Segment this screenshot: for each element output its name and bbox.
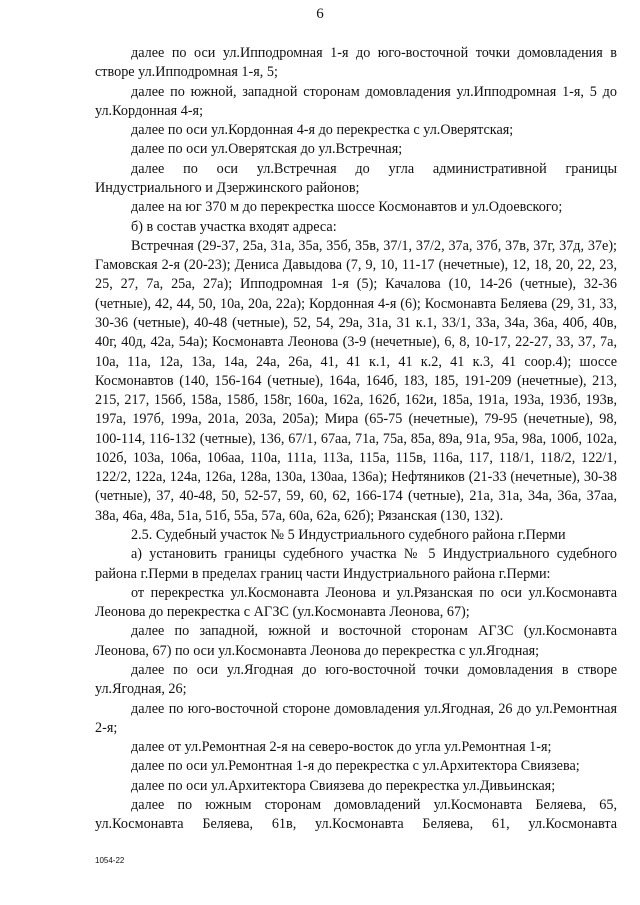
- paragraph: далее по юго-восточной стороне домовладения ул.Ягодная, 26 до ул.Ремонтная 2-я;: [95, 700, 617, 736]
- paragraph: далее по оси ул.Архитектора Свиязева до перекрестка ул.Дивьинская;: [131, 777, 556, 794]
- paragraph: далее по оси ул.Ипподромная 1-я до юго-восточной точки домовладения в створе ул.Ипподромная 1-я, 5;: [95, 45, 617, 81]
- paragraph: далее по оси ул.Оверятская до ул.Встречная;: [131, 141, 403, 158]
- paragraph: далее по оси ул.Ремонтная 1-я до перекрестка с ул.Архитектора Свиязева;: [131, 758, 580, 775]
- paragraph: далее на юг 370 м до перекрестка шоссе Космонавтов и ул.Одоевского;: [131, 199, 563, 216]
- paragraph: б) в состав участка входят адреса:: [131, 218, 337, 235]
- document-body: [95, 44, 617, 835]
- paragraph: далее по оси ул.Кордонная 4-я до перекрестка с ул.Оверятская;: [131, 122, 514, 139]
- paragraph: далее по южной, западной сторонам домовладения ул.Ипподромная 1-я, 5 до ул.Кордонная 4-я;: [95, 83, 617, 119]
- paragraph: далее по южным сторонам домовладений ул.Космонавта Беляева, 65, ул.Космонавта Беляева, 61в, ул.Космонавта Беляева, 61, ул.Космонавта: [95, 796, 617, 833]
- paragraph: а) установить границы судебного участка № 5 Индустриального судебного района г.Перми в пределах границ части Индустриального района г.Перми:: [95, 546, 617, 582]
- paragraph: далее по оси ул.Ягодная до юго-восточной точки домовладения в створе ул.Ягодная, 26;: [95, 662, 617, 698]
- paragraph: далее по западной, южной и восточной сторонам АГЗС (ул.Космонавта Леонова, 67) по оси ул.Космонавта Леонова до перекрестка с ул.Ягодная;: [95, 623, 617, 659]
- address-list-paragraph: Встречная (29-37, 25а, 31а, 35а, 35б, 35в, 37/1, 37/2, 37а, 37б, 37в, 37г, 37д, 37е); Гамовская 2-я (20-23); Дениса Давыдова (7, 9, 10, 11-17 (нечетные), 12, 18, 20, 22, 23, 25, 27, 7а, 25а, 27а); Ипподромная 1-я (5); Качалова (10, 14-26 (четные), 32-36 (четные), 42, 44, 50, 10а, 20а, 22а); Кордонная 4-я (6); Космонавта Беляева (29, 31, 33, 30-36 (четные), 40-48 (четные), 52, 54, 29а, 31а, 31 к.1, 33/1, 33а, 34а, 36а, 40б, 40в, 40г, 40д, 42а, 54а); Космонавта Леонова (3-9 (нечетные), 6, 8, 10-17, 22-27, 33, 37, 7а, 10а, 11а, 12а, 13а, 14а, 24а, 26а, 41, 41 к.1, 41 к.2, 41 к.3, 41 соор.4); шоссе Космонавтов (140, 156-164 (четные), 164а, 164б, 183, 185, 191-209 (нечетные), 213, 215, 217, 156б, 158а, 158б, 158г, 160а, 162а, 162б, 162и, 185а, 191а, 193а, 193б, 193в, 197а, 197б, 199а, 201а, 203а, 205а); Мира (65-75 (нечетные), 79-95 (нечетные), 98, 100-114, 116-132 (четные), 136, 67/1, 67аа, 71а, 75а, 85а, 89а, 91а, 95а, 98а, 100б, 102а, 102б, 103а, 106а, 106аа, 110а, 111а, 113а, 115а, 115в, 116а, 117, 118/1, 118/2, 122/1, 122/2, 122а, 124а, 126а, 128а, 130а, 130аа, 136а); Нефтяников (21-33 (нечетные), 30-38 (четные), 37, 40-48, 50, 52-57, 59, 60, 62, 166-174 (четные), 21а, 31а, 34а, 36а, 37аа, 38а, 46а, 48а, 51а, 51б, 55а, 57а, 60а, 62а, 62б); Рязанская (130, 132).: [95, 237, 617, 524]
- paragraph: далее от ул.Ремонтная 2-я на северо-восток до угла ул.Ремонтная 1-я;: [131, 739, 552, 756]
- section-heading: 2.5. Судебный участок № 5 Индустриального судебного района г.Перми: [131, 527, 566, 544]
- paragraph: далее по оси ул.Встречная до угла административной границы Индустриального и Дзержинского районов;: [95, 160, 617, 196]
- paragraph: от перекрестка ул.Космонавта Леонова и ул.Рязанская по оси ул.Космонавта Леонова до перекрестка с АГЗС (ул.Космонавта Леонова, 67);: [95, 584, 617, 621]
- page-number: 6: [316, 6, 324, 22]
- document-code: 1054-22: [95, 856, 125, 865]
